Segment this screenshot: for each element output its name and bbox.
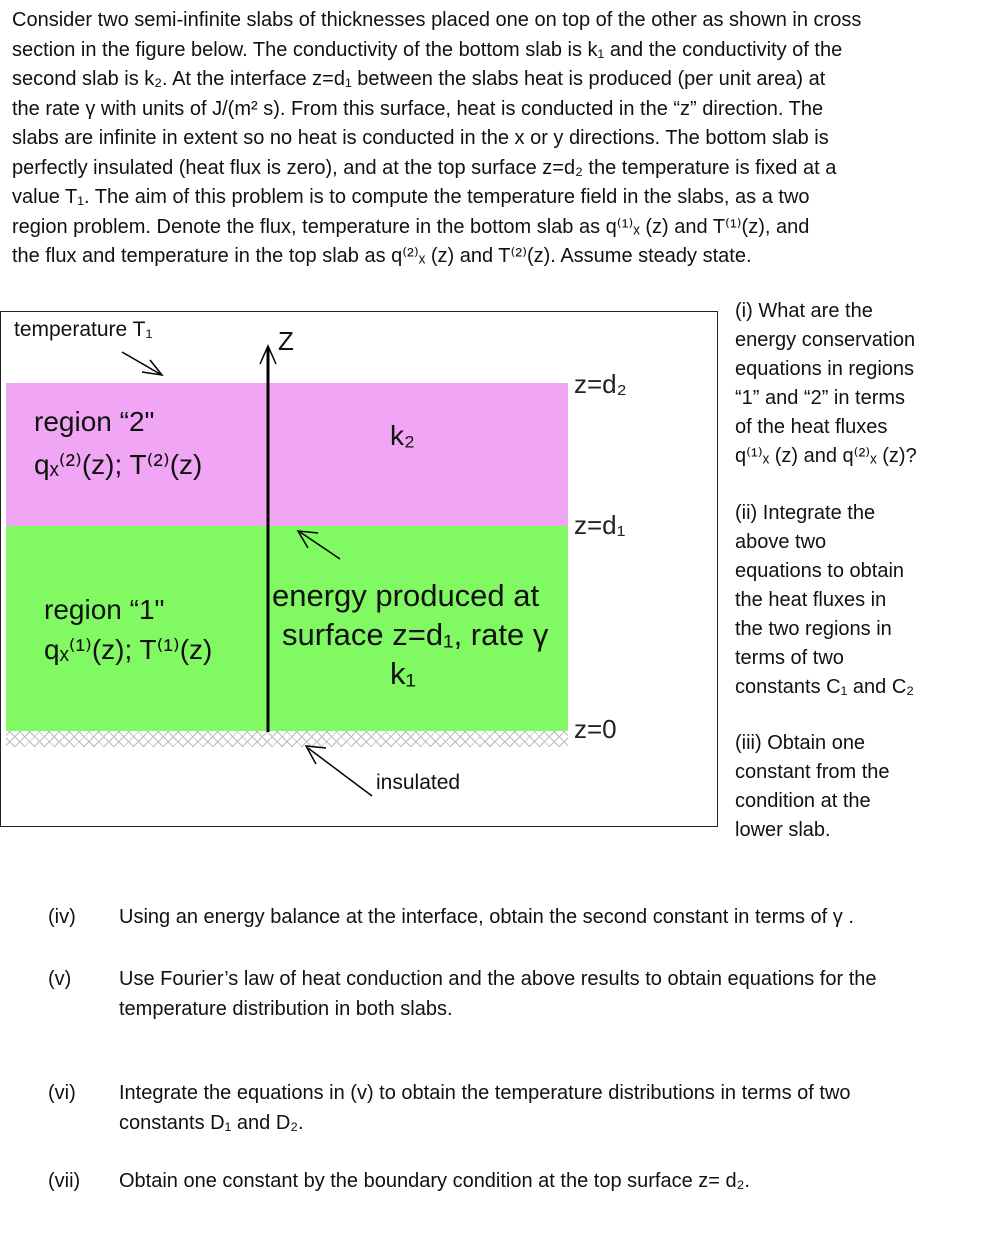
intro-line-1: Consider two semi-infinite slabs of thicknesses placed one on top of the other as shown in cross [12, 9, 862, 31]
intro-line-8: region problem. Denote the flux, temperature in the bottom slab as q⁽¹⁾ₓ (z) and T⁽¹⁾(z), and [12, 215, 810, 238]
question-ii-line: the two regions in [735, 618, 892, 640]
insulated-arrow [308, 748, 372, 796]
energy-produced-line-2: surface z=d₁, rate γ [282, 617, 549, 652]
z-d1-label: z=d₁ [574, 510, 626, 540]
question-i-line: (i) What are the [735, 300, 873, 322]
question-number: (vi) [48, 1082, 76, 1104]
insulated-label: insulated [376, 771, 461, 794]
question-ii-line: constants C₁ and C₂ [735, 676, 915, 698]
question-i [735, 297, 945, 471]
intro-line-6: perfectly insulated (heat flux is zero), and at the top surface z=d₂ the temperature is fixed at a [12, 156, 837, 179]
region-1-name: region “1" [44, 594, 165, 625]
question-i-line: “1” and “2” in terms [735, 387, 906, 409]
question-text: Integrate the equations in (v) to obtain the temperature distributions in terms of two constants D₁ and D₂. [119, 1082, 851, 1134]
intro-line-7: value T₁. The aim of this problem is to compute the temperature field in the slabs, as a two [12, 186, 810, 208]
energy-produced-line-1: energy produced at [272, 578, 540, 613]
region-2-name: region “2" [34, 406, 155, 437]
intro-line-9: the flux and temperature in the top slab as q⁽²⁾ₓ (z) and T⁽²⁾(z). Assume steady state. [12, 245, 752, 267]
z-zero-label: z=0 [574, 714, 617, 744]
question-ii [735, 499, 945, 702]
question-ii-line: equations to obtain [735, 560, 905, 582]
question-iii [735, 729, 945, 845]
question-text: Using an energy balance at the interface, obtain the second constant in terms of γ . [119, 906, 854, 928]
question-iii-line: condition at the [735, 790, 871, 812]
question-i-line: energy conservation [735, 329, 916, 351]
region-1-variables: qₓ⁽¹⁾(z); T⁽¹⁾(z) [44, 634, 213, 665]
question-number: (vii) [48, 1170, 81, 1192]
intro-line-5: slabs are infinite in extent so no heat is conducted in the x or y directions. The bottom slab is [12, 127, 829, 149]
intro-line-4: the rate γ with units of J/(m² s). From this surface, heat is conducted in the “z” direction. The [12, 97, 824, 120]
question-iii-line: (iii) Obtain one [735, 732, 866, 754]
intro-line-2: section in the figure below. The conductivity of the bottom slab is k₁ and the conductivity of the [12, 38, 843, 61]
k1-label: k₁ [390, 656, 416, 691]
question-iii-line: lower slab. [735, 819, 831, 841]
question-text: Obtain one constant by the boundary condition at the top surface z= d₂. [119, 1170, 750, 1192]
region-2-variables: qₓ⁽²⁾(z); T⁽²⁾(z) [34, 449, 203, 480]
question-ii-line: (ii) Integrate the [735, 502, 876, 524]
temperature-arrow [122, 352, 160, 374]
question-number: (v) [48, 968, 72, 990]
question-i-line: equations in regions [735, 358, 915, 380]
intro-line-3: second slab is k₂. At the interface z=d₁ between the slabs heat is produced (per unit area) at [12, 68, 826, 90]
question-number: (iv) [48, 906, 76, 928]
z-d2-label: z=d₂ [574, 369, 627, 399]
question-ii-line: the heat fluxes in [735, 589, 887, 611]
question-i-line: q⁽¹⁾ₓ (z) and q⁽²⁾ₓ (z)? [735, 445, 917, 467]
question-text: Use Fourier’s law of heat conduction and the above results to obtain equations for the temperature distribution in both slabs. [119, 968, 877, 1020]
question-i-line: of the heat fluxes [735, 416, 888, 438]
temperature-label: temperature T₁ [14, 318, 153, 341]
z-axis-label: Z [278, 326, 294, 356]
question-ii-line: above two [735, 531, 827, 553]
k2-label: k₂ [390, 420, 415, 451]
question-ii-line: terms of two [735, 647, 844, 669]
question-iii-line: constant from the [735, 761, 890, 783]
